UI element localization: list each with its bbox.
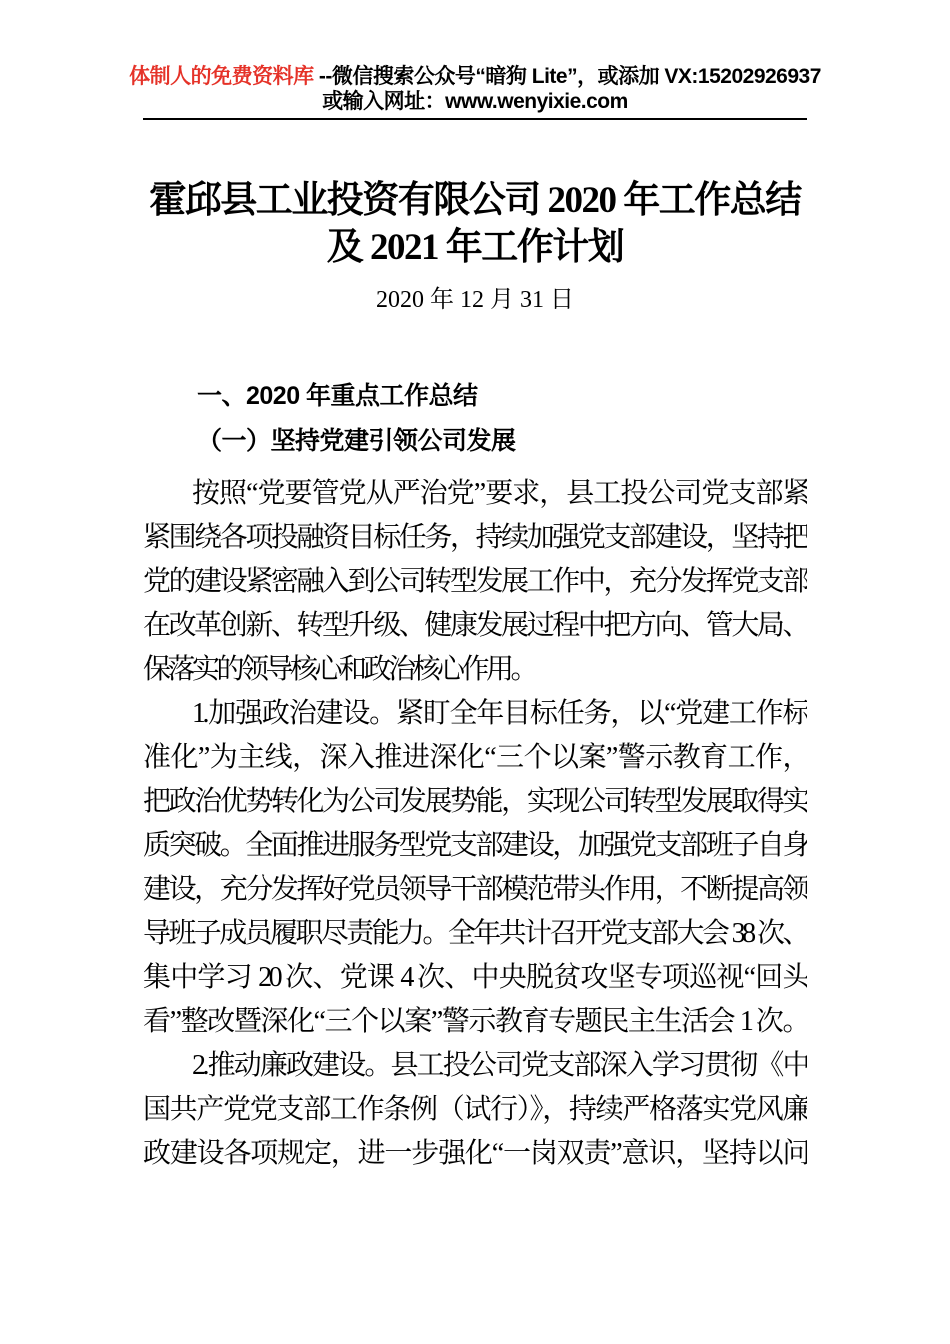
text-line: 1.加强政治建设。紧盯全年目标任务，以“党建工作标 bbox=[192, 698, 807, 729]
promo-website: 或输入网址：www.wenyixie.com bbox=[322, 90, 628, 113]
promo-brand: 体制人的免费资料库 bbox=[129, 65, 314, 88]
document-title-line-1: 霍邱县工业投资有限公司 2020 年工作总结 bbox=[149, 180, 801, 221]
document-title-line-2: 及 2021 年工作计划 bbox=[326, 227, 624, 268]
promo-contact-text: --微信搜索公众号“暗狗 Lite”，或添加 VX:15202926937 bbox=[313, 65, 821, 88]
text-line: 把政治优势转化为公司发展势能，实现公司转型发展取得实 bbox=[143, 786, 807, 817]
section-heading: 一、2020 年重点工作总结 bbox=[197, 382, 478, 410]
document-title bbox=[0, 177, 950, 271]
paragraph bbox=[143, 472, 807, 692]
promo-header bbox=[0, 0, 950, 114]
header-rule bbox=[143, 118, 807, 120]
paragraph bbox=[143, 692, 807, 1044]
text-line: 准化”为主线，深入推进深化“三个以案”警示教育工作， bbox=[143, 742, 807, 773]
text-line: 紧围绕各项投融资目标任务，持续加强党支部建设，坚持把 bbox=[143, 522, 807, 553]
text-line: 党的建设紧密融入到公司转型发展工作中，充分发挥党支部 bbox=[143, 566, 807, 597]
text-line: 质突破。全面推进服务型党支部建设，加强党支部班子自身 bbox=[143, 830, 807, 861]
text-line: 国共产党党支部工作条例（试行）》，持续严格落实党风廉 bbox=[143, 1094, 807, 1125]
paragraph bbox=[143, 1044, 807, 1176]
text-line: 政建设各项规定，进一步强化“一岗双责”意识，坚持以问 bbox=[143, 1138, 807, 1169]
text-line: 导班子成员履职尽责能力。全年共计召开党支部大会 38 次、 bbox=[143, 918, 807, 949]
subsection-heading: （一）坚持党建引领公司发展 bbox=[197, 428, 516, 455]
document-date: 2020 年 12 月 31 日 bbox=[376, 287, 574, 313]
text-line: 保落实的领导核心和政治核心作用。 bbox=[143, 654, 536, 685]
text-line: 2.推动廉政建设。县工投公司党支部深入学习贯彻《中 bbox=[192, 1050, 807, 1081]
text-line: 在改革创新、转型升级、健康发展过程中把方向、管大局、 bbox=[143, 610, 807, 641]
text-line: 建设，充分发挥好党员领导干部模范带头作用，不断提高领 bbox=[143, 874, 807, 905]
text-line: 按照“党要管党从严治党”要求，县工投公司党支部紧 bbox=[192, 478, 807, 509]
promo-line-1 bbox=[0, 64, 950, 89]
text-line: 集中学习 20 次、党课 4 次、中央脱贫攻坚专项巡视“回头 bbox=[143, 962, 807, 993]
document-body bbox=[143, 379, 807, 1176]
body-text bbox=[143, 472, 807, 1176]
text-line: 看”整改暨深化“三个以案”警示教育专题民主生活会 1 次。 bbox=[143, 1006, 807, 1037]
